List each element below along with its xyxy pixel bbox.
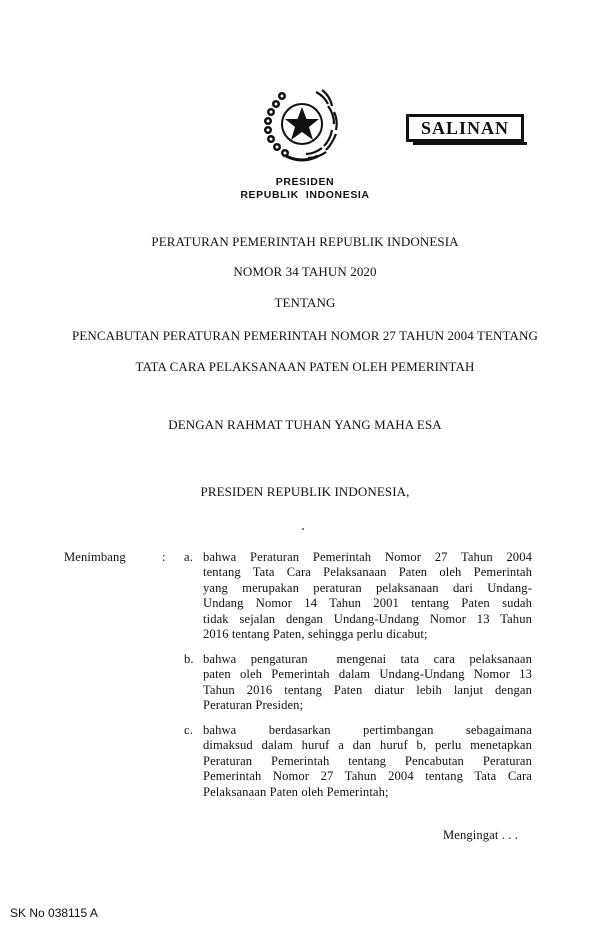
continuation-note: Mengingat . . . (443, 828, 518, 842)
regulation-number: NOMOR 34 TAHUN 2020 (233, 264, 377, 279)
menimbang-label: Menimbang (64, 550, 126, 564)
invocation: DENGAN RAHMAT TUHAN YANG MAHA ESA (168, 417, 442, 432)
document-code: SK No 038115 A (10, 906, 98, 920)
item-b-marker: b. (184, 652, 194, 666)
item-b-line: bahwa pengaturan mengenai tata cara pelaksanaan (203, 652, 532, 666)
item-a-line: Undang Nomor 14 Tahun 2001 tentang Paten sudah (203, 596, 532, 611)
regulation-subject-line1: PENCABUTAN PERATURAN PEMERINTAH NOMOR 27 TAHUN 2004 TENTANG (71, 328, 539, 343)
emblem-caption-republik: REPUBLIK INDONESIA (240, 189, 370, 201)
item-b-line: Tahun 2016 tentang Paten diatur lebih lanjut dengan (203, 682, 532, 697)
salinan-stamp: SALINAN (406, 114, 524, 142)
item-c-line: bahwa berdasarkan pertimbangan sebagaimana (203, 723, 532, 737)
item-b-line: Peraturan Presiden; (203, 698, 304, 713)
item-b-line: paten oleh Pemerintah dalam Undang-Undang Nomor 13 (203, 667, 532, 682)
item-c-text (203, 723, 532, 800)
regulation-title: PERATURAN PEMERINTAH REPUBLIK INDONESIA (151, 234, 459, 249)
scan-speck (302, 528, 304, 530)
regulation-tentang: TENTANG (274, 295, 336, 310)
item-a-line: 2016 tentang Paten, sehingga perlu dicabut; (203, 627, 428, 642)
state-emblem-icon (256, 82, 348, 168)
item-a-line: bahwa Peraturan Pemerintah Nomor 27 Tahun 2004 (203, 550, 532, 564)
menimbang-colon: : (162, 550, 166, 564)
item-c-line: Pemerintah Nomor 27 Tahun 2004 tentang Tata Cara (203, 769, 532, 784)
item-a-text (203, 550, 532, 642)
item-a-line: tidak sejalan dengan Undang-Undang Nomor 13 Tahun (203, 611, 532, 626)
item-c-marker: c. (184, 723, 193, 737)
item-b-text (203, 652, 532, 714)
emblem-caption-presiden: PRESIDEN (275, 176, 335, 188)
president-heading: PRESIDEN REPUBLIK INDONESIA, (200, 484, 410, 499)
item-a-marker: a. (184, 550, 193, 564)
regulation-subject-line2: TATA CARA PELAKSANAAN PATEN OLEH PEMERINTAH (135, 359, 475, 374)
item-c-line: Peraturan Pemerintah tentang Pencabutan Peraturan (203, 753, 532, 768)
item-c-line: dimaksud dalam huruf a dan huruf b, perlu menetapkan (203, 738, 532, 753)
item-c-line: Pelaksanaan Paten oleh Pemerintah; (203, 784, 389, 799)
item-a-line: yang merupakan peraturan pelaksanaan dari Undang- (203, 580, 532, 595)
item-a-line: tentang Tata Cara Pelaksanaan Paten oleh Pemerintah (203, 565, 532, 580)
